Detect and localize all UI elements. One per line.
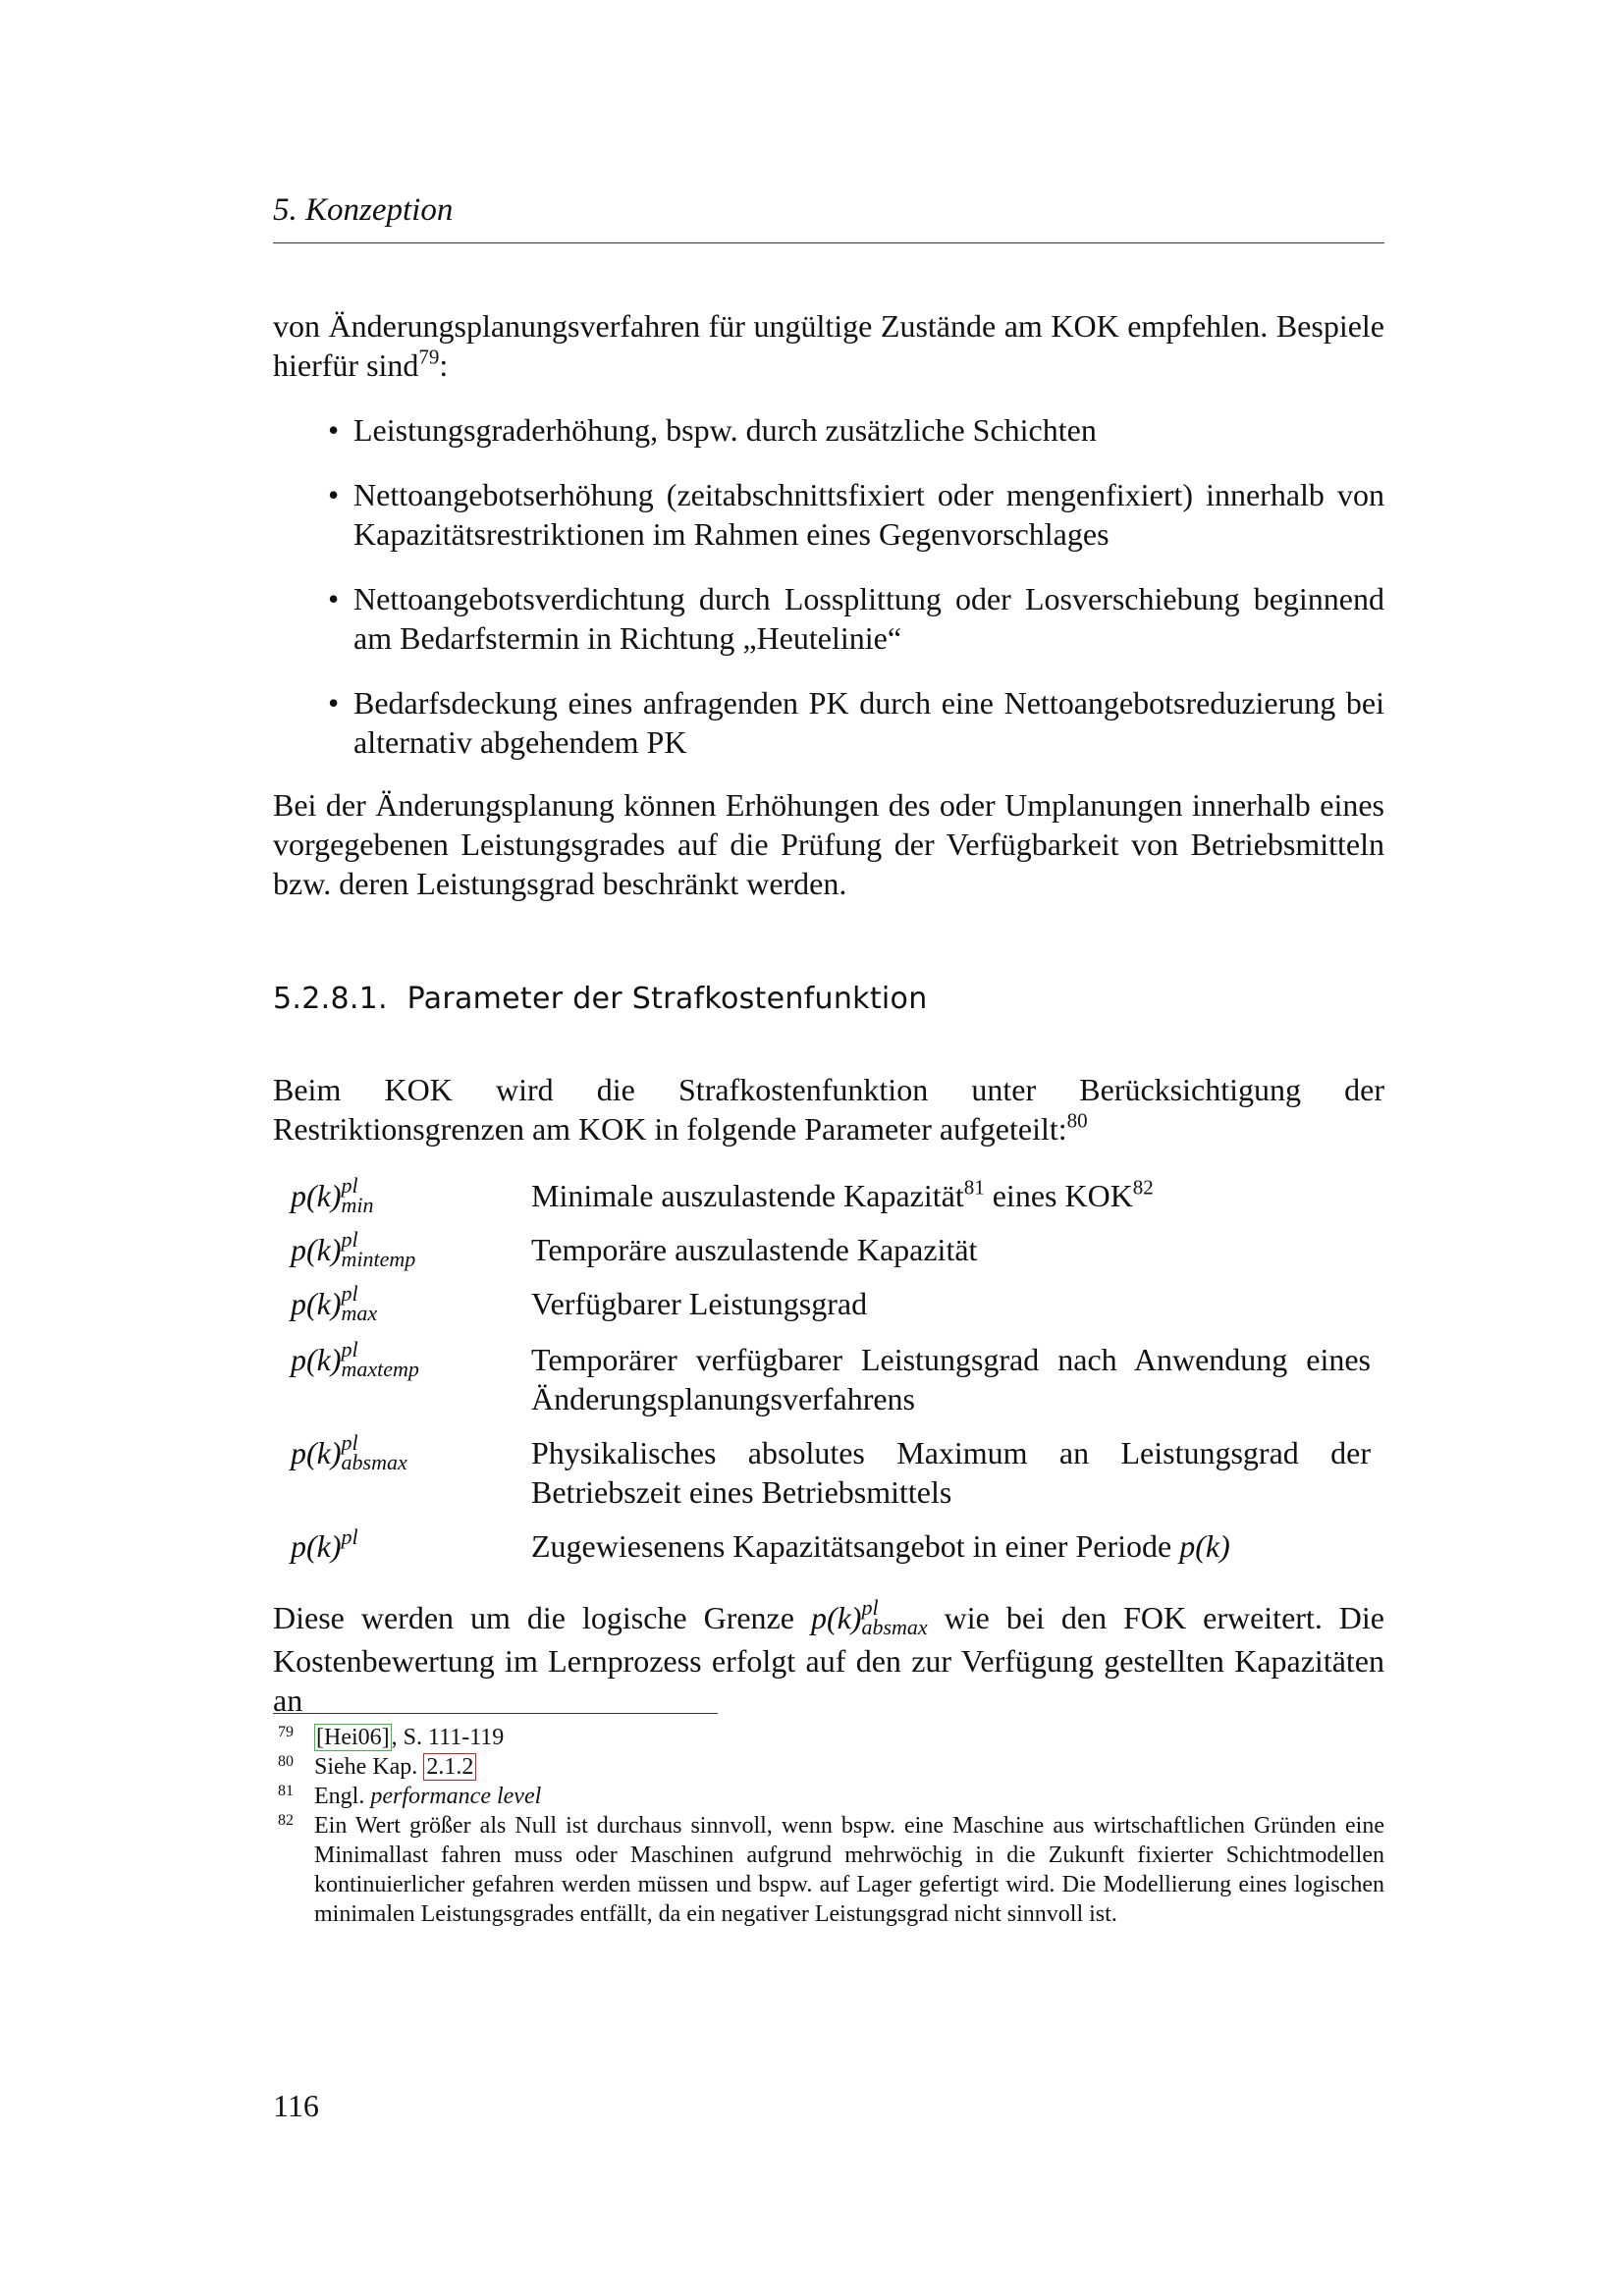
parameter-symbol: p(k) pl min bbox=[291, 1172, 374, 1217]
parameter-list bbox=[291, 1172, 1371, 1575]
intro-text: von Änderungsplanungsverfahren für ungültige Zustände am KOK empfehlen. Bespiele hierfür sind bbox=[273, 308, 1384, 383]
list-item-text: Bedarfsdeckung eines anfragenden PK durch eine Nettoangebotsreduzierung bei alternativ abgehendem PK bbox=[353, 685, 1384, 760]
parameter-row bbox=[291, 1280, 1371, 1340]
list-item-text: Nettoangebotserhöhung (zeitabschnittsfixiert oder mengenfixiert) innerhalb von Kapazitätsrestriktionen im Rahmen eines Gegenvorschlages bbox=[353, 477, 1384, 552]
footnote-ref-79[interactable]: 79 bbox=[418, 345, 440, 369]
parameter-row bbox=[291, 1336, 1371, 1433]
chapter-link[interactable]: 2.1.2 bbox=[423, 1753, 476, 1781]
parameter-description: Zugewiesenens Kapazitätsangebot in einer Periode p(k) bbox=[531, 1528, 1230, 1564]
footnotes bbox=[273, 1723, 1384, 1929]
bullet-icon: • bbox=[328, 685, 340, 721]
list-item-text: Leistungsgraderhöhung, bspw. durch zusätzliche Schichten bbox=[353, 412, 1097, 448]
footnote-ref-82[interactable]: 82 bbox=[1132, 1175, 1154, 1200]
parameter-symbol: p(k) pl absmax bbox=[291, 1429, 407, 1474]
paragraph-parameters-intro bbox=[273, 1070, 1384, 1148]
intro-colon: : bbox=[439, 347, 449, 383]
footnote-81: $^{81}$ Engl. performance level bbox=[278, 1783, 542, 1809]
section-number: 5.2.8.1. bbox=[273, 982, 388, 1016]
parameter-row bbox=[291, 1523, 1371, 1575]
paragraph-text: Beim KOK wird die Strafkostenfunktion unter Berücksichtigung der Restriktionsgrenzen am KOK in folgende Parameter aufgeteilt: bbox=[273, 1072, 1384, 1147]
parameter-description: Verfügbarer Leistungsgrad bbox=[531, 1286, 868, 1321]
parameter-symbol: p(k) pl mintemp bbox=[291, 1226, 416, 1271]
list-item bbox=[328, 475, 1384, 554]
bullet-icon: • bbox=[328, 581, 340, 616]
list-item bbox=[328, 410, 1384, 450]
parameter-description: Temporärer verfügbarer Leistungsgrad nach Anwendung eines Änderungsplanungsverfahrens bbox=[531, 1342, 1371, 1416]
intro-paragraph bbox=[273, 306, 1384, 385]
list-item bbox=[328, 579, 1384, 658]
header-rule bbox=[273, 242, 1384, 243]
parameter-description: Temporäre auszulastende Kapazität bbox=[531, 1232, 978, 1267]
citation-link[interactable]: [Hei06] bbox=[316, 1725, 390, 1750]
paragraph-changeplanning: Bei der Änderungsplanung können Erhöhungen des oder Umplanungen innerhalb eines vorgegebenen Leistungsgrades auf die Prüfung der Verfügbarkeit von Betriebsmitteln bzw. deren Leistungsgrad beschränkt werden. bbox=[273, 787, 1384, 901]
footnote-rule bbox=[273, 1713, 718, 1714]
parameter-symbol: p(k) pl max bbox=[291, 1280, 378, 1325]
parameter-row bbox=[291, 1226, 1371, 1284]
footnote-ref-81[interactable]: 81 bbox=[963, 1175, 985, 1200]
list-item-text: Nettoangebotsverdichtung durch Lossplittung oder Losverschiebung beginnend am Bedarfstermin in Richtung „Heutelinie“ bbox=[353, 581, 1384, 656]
parameter-row bbox=[291, 1429, 1371, 1526]
bullet-icon: • bbox=[328, 477, 340, 512]
paragraph-logical-limit: Diese werden um die logische Grenze p(k) pl absmax wie bei den FOK erweitert. Die Kostenbewertung im Lernprozess erfolgt auf den zur Verfügung gestellten Kapazitäten an bbox=[273, 1594, 1384, 1718]
parameter-row bbox=[291, 1172, 1371, 1230]
running-header: 5. Konzeption bbox=[273, 192, 454, 228]
bullet-icon: • bbox=[328, 412, 340, 448]
footnote-79: $^{79}$ [Hei06], S. 111-119 bbox=[278, 1724, 505, 1750]
parameter-symbol: $p(k)^{pl}$ bbox=[291, 1523, 358, 1564]
section-title: Parameter der Strafkostenfunktion bbox=[406, 982, 928, 1016]
parameter-symbol: p(k) pl maxtemp bbox=[291, 1336, 419, 1381]
footnote-80: $^{80}$ Siehe Kap. 2.1.2 bbox=[273, 1752, 1384, 1782]
parameter-description: Minimale auszulastende Kapazität$^{81}$ eines KOK$^{82}$ bbox=[531, 1175, 1154, 1213]
footnote-82: $^{82}$ Ein Wert größer als Null ist durchaus sinnvoll, wenn bspw. eine Maschine aus wirtschaftlichen Gründen eine Minimallast fahren muss oder Maschinen aufgrund mehrwöchig in die Zukunft fixierter Schichtmodellen kontinuierlicher gefahren werden müssen und bspw. auf Lager gefertigt wird. Die Modellierung eines logischen minimalen Leistungsgrades entfällt, da ein negativer Leistungsgrad nicht sinnvoll ist. bbox=[278, 1812, 1384, 1927]
page-number: 116 bbox=[273, 2088, 319, 2123]
bullet-list bbox=[328, 410, 1384, 787]
list-item bbox=[328, 683, 1384, 762]
footnote-ref-80[interactable]: 80 bbox=[1066, 1108, 1088, 1133]
section-heading bbox=[273, 982, 928, 1016]
parameter-description: Physikalisches absolutes Maximum an Leistungsgrad der Betriebszeit eines Betriebsmittels bbox=[531, 1435, 1371, 1510]
